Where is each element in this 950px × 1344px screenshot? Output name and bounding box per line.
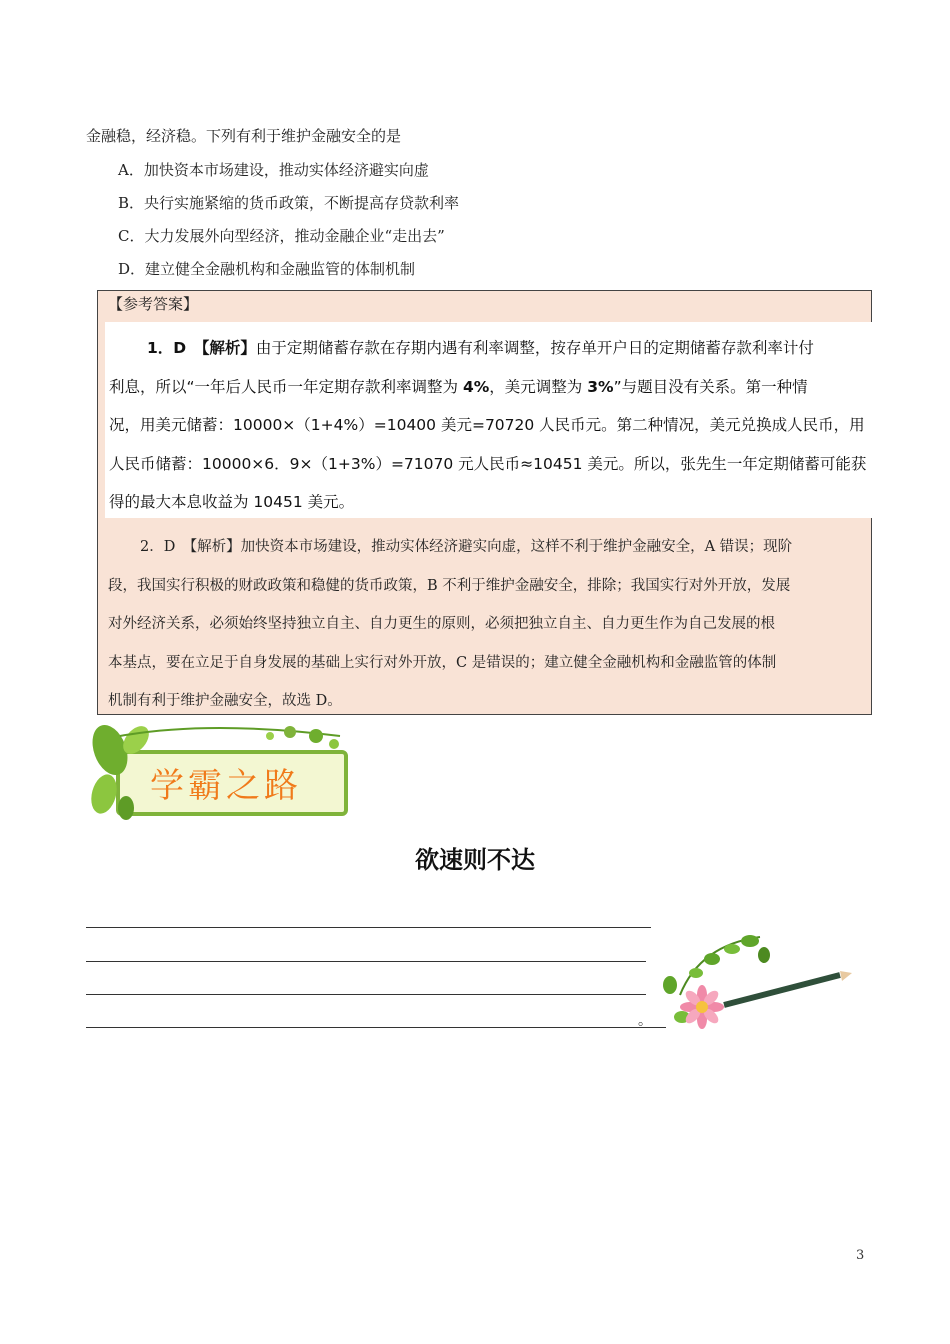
writing-line-1 xyxy=(86,927,651,928)
answer-2-line-3: 对外经济关系，必须始终坚持独立自主、自力更生的原则，必须把独立自主、自力更生作为自己发展的根 xyxy=(108,616,775,632)
option-c: C．大力发展外向型经济，推动金融企业“走出去” xyxy=(118,227,445,245)
section-badge-label: 学霸之路 xyxy=(150,766,302,806)
option-b: B．央行实施紧缩的货币政策，不断提高存贷款利率 xyxy=(118,194,460,212)
section-badge xyxy=(90,722,352,820)
answer-2 xyxy=(108,528,868,721)
answer-1-line-3: 况，用美元储蓄：10000×（1+4%）=10400 美元=70720 人民币元。第二种情况，美元兑换成人民币，用 xyxy=(109,416,865,434)
question-stem: 金融稳，经济稳。下列有利于维护金融安全的是 xyxy=(86,127,402,145)
answer-1 xyxy=(105,322,873,518)
option-d: D．建立健全金融机构和金融监管的体制机制 xyxy=(118,260,416,278)
flower-pencil-decoration xyxy=(640,925,855,1035)
answer-1-line-2 xyxy=(109,368,873,407)
writing-line-2 xyxy=(86,961,646,962)
flower-pencil-icon xyxy=(640,925,855,1035)
answer-2-line-4: 本基点，要在立足于自身发展的基础上实行对外开放，C 是错误的；建立健全金融机构和金融监管的体制 xyxy=(108,654,777,671)
page-number: 3 xyxy=(856,1248,865,1263)
answer-1-line-5: 得的最大本息收益为 10451 美元。 xyxy=(109,493,355,511)
answer-2-line-2: 段，我国实行积极的财政政策和稳健的货币政策，B 不利于维护金融安全，排除；我国实行对外开放，发展 xyxy=(108,577,791,594)
option-a: A．加快资本市场建设，推动实体经济避实向虚 xyxy=(118,161,429,179)
answer-1-line-1 xyxy=(109,329,873,368)
writing-line-4 xyxy=(86,1027,666,1028)
answer-1-lead: 1．D 【解析】 xyxy=(147,339,256,357)
answer-1-line-2-post: ”与题目没有关系。第一种情 xyxy=(613,377,808,396)
answer-1-pct-4: 4% xyxy=(462,377,490,396)
answer-1-line-2-mid: ，美元调整为 xyxy=(489,377,588,396)
proverb-heading: 欲速则不达 xyxy=(415,846,535,874)
answer-2-line-5: 机制有利于维护金融安全，故选 D。 xyxy=(108,693,342,709)
answer-1-line-2-pre: 利息，所以“一年后人民币一年定期存款利率调整为 xyxy=(109,377,463,396)
answer-1-line-1-text: 由于定期储蓄存款在存期内遇有利率调整，按存单开户日的定期储蓄存款利率计付 xyxy=(255,339,814,357)
writing-line-3 xyxy=(86,994,646,995)
answer-box-title: 【参考答案】 xyxy=(108,295,199,313)
answer-2-line-1: 2．D 【解析】加快资本市场建设，推动实体经济避实向虚，这样不利于维护金融安全，A 错误；现阶 xyxy=(140,539,793,555)
trailing-period: 。 xyxy=(638,1013,652,1029)
answer-1-line-4: 人民币储蓄：10000×6．9×（1+3%）=71070 元人民币≈10451 美元。所以，张先生一年定期储蓄可能获 xyxy=(109,454,867,473)
answer-1-pct-3: 3% xyxy=(587,377,614,396)
